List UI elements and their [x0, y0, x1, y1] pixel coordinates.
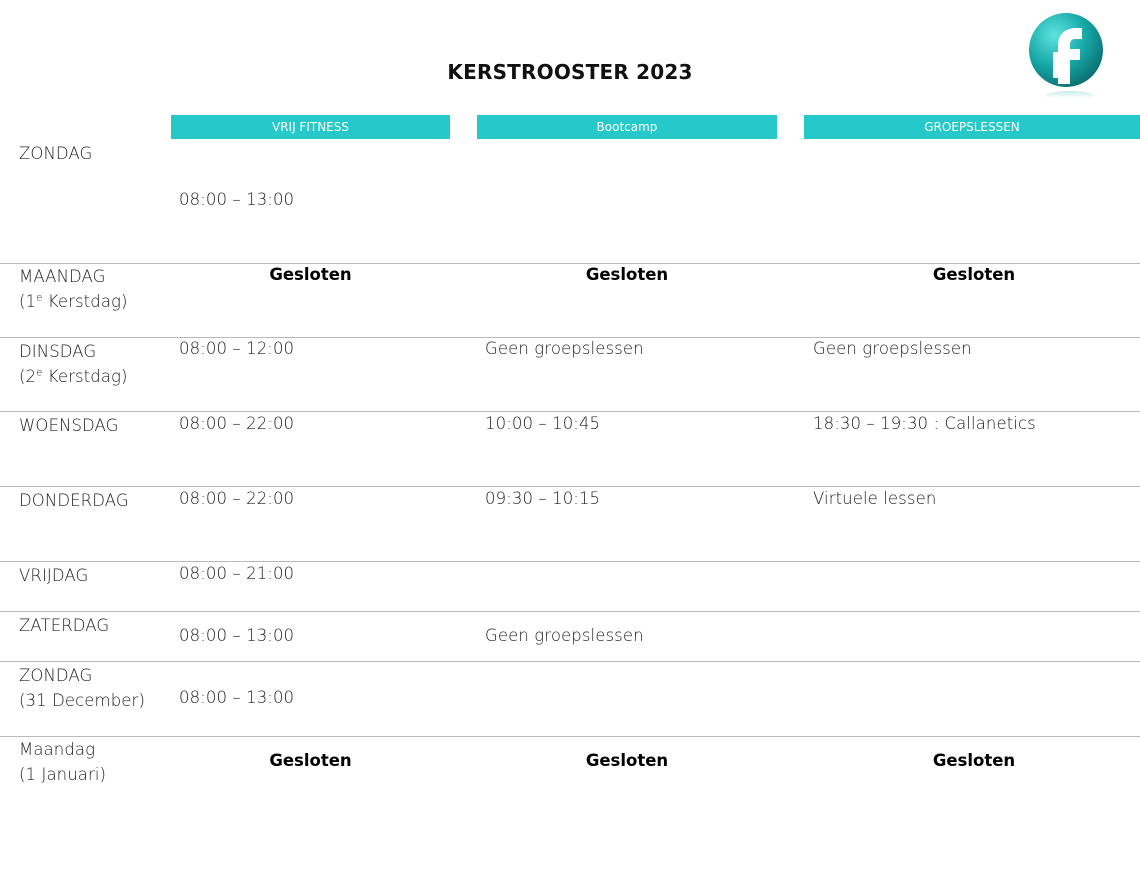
vrij-fitness-time: 08:00 – 13:00: [179, 626, 295, 645]
vrij-fitness-time: 08:00 – 21:00: [179, 564, 295, 583]
closed-label: Gesloten: [932, 265, 1016, 284]
vrij-fitness-time: 08:00 – 12:00: [179, 339, 295, 358]
day-label: ZONDAG: [19, 144, 93, 163]
row-divider: [0, 736, 1140, 737]
closed-label: Gesloten: [585, 265, 669, 284]
groepslessen-value: 18:30 – 19:30 : Callanetics: [813, 414, 1036, 433]
day-label: VRIJDAG: [19, 566, 89, 585]
day-label: DINSDAG (2e Kerstdag): [19, 342, 128, 386]
day-label: MAANDAG (1e Kerstdag): [19, 267, 128, 311]
closed-label: Gesloten: [269, 265, 352, 284]
closed-label: Gesloten: [932, 751, 1016, 770]
fitness-logo-icon: [1028, 12, 1108, 104]
row-divider: [0, 661, 1140, 662]
closed-label: Gesloten: [269, 751, 352, 770]
groepslessen-value: Geen groepslessen: [813, 339, 972, 358]
day-label: Maandag (1 Januari): [19, 740, 107, 784]
bootcamp-value: 09:30 – 10:15: [485, 489, 601, 508]
day-label: DONDERDAG: [19, 491, 129, 510]
vrij-fitness-time: 08:00 – 22:00: [179, 489, 295, 508]
bootcamp-value: Geen groepslessen: [485, 339, 644, 358]
bootcamp-value: 10:00 – 10:45: [485, 414, 601, 433]
groepslessen-value: Virtuele lessen: [813, 489, 937, 508]
closed-label: Gesloten: [585, 751, 669, 770]
row-divider: [0, 411, 1140, 412]
column-header-vrij-fitness: VRIJ FITNESS: [171, 115, 450, 139]
row-divider: [0, 486, 1140, 487]
day-label: WOENSDAG: [19, 416, 119, 435]
page-title: KERSTROOSTER 2023: [447, 60, 693, 84]
vrij-fitness-time: 08:00 – 13:00: [179, 688, 295, 707]
vrij-fitness-time: 08:00 – 13:00: [179, 190, 295, 209]
day-label: ZATERDAG: [19, 616, 110, 635]
day-label: ZONDAG (31 December): [19, 666, 145, 710]
vrij-fitness-time: 08:00 – 22:00: [179, 414, 295, 433]
column-header-groepslessen: GROEPSLESSEN: [804, 115, 1140, 139]
row-divider: [0, 561, 1140, 562]
row-divider: [0, 263, 1140, 264]
row-divider: [0, 337, 1140, 338]
row-divider: [0, 611, 1140, 612]
bootcamp-value: Geen groepslessen: [485, 626, 644, 645]
column-header-bootcamp: Bootcamp: [477, 115, 777, 139]
